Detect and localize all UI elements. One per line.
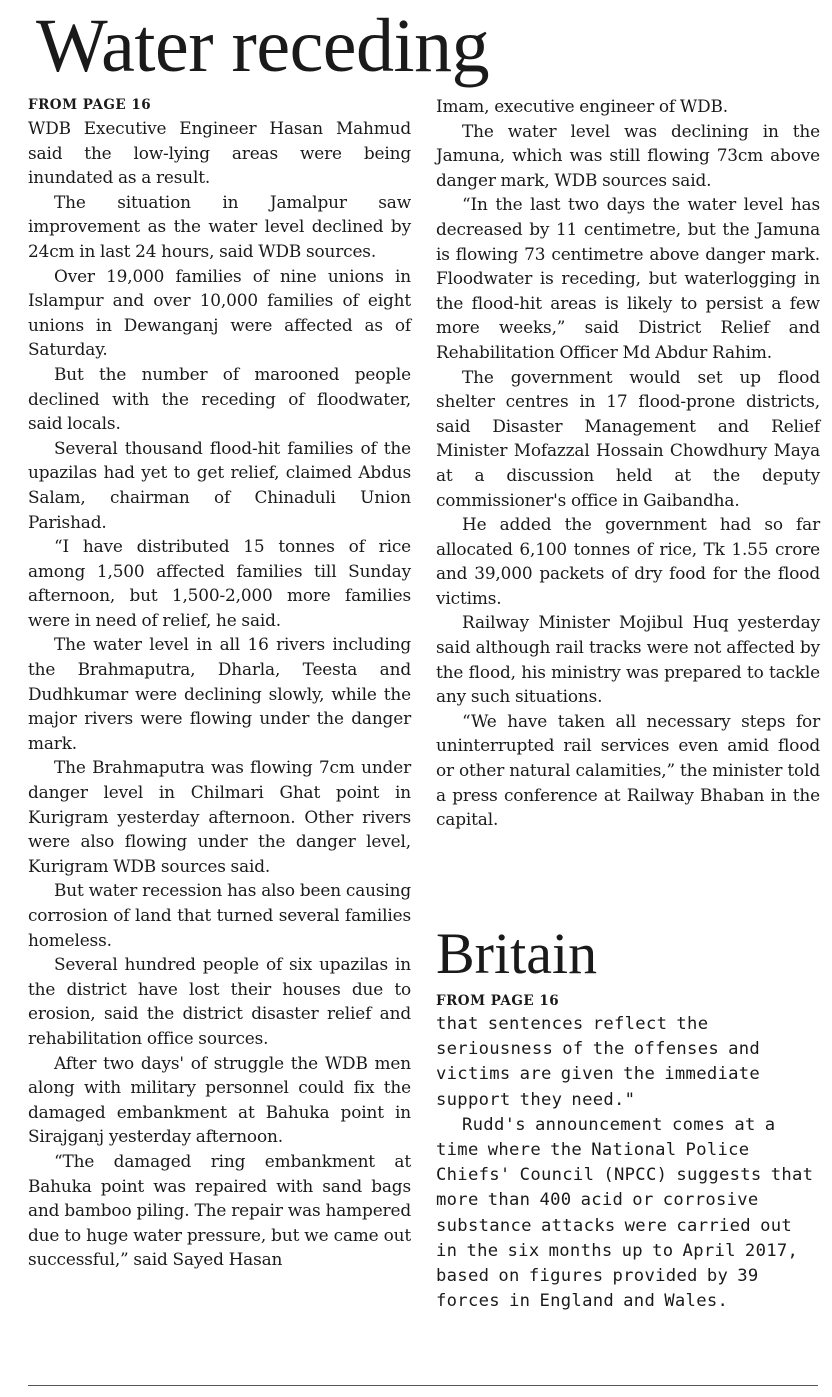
paragraph: The water level in all 16 rivers including the Brahmaputra, Dharla, Teesta and Dudhkumar were declining slowly, while the major rivers were flowing under the danger mark. xyxy=(28,634,411,753)
paragraph: He added the government had so far allocated 6,100 tonnes of rice, Tk 1.55 crore and 39,000 packets of dry food for the flood victims. xyxy=(436,514,820,608)
paragraph: The situation in Jamalpur saw improvement as the water level declined by 24cm in last 24 hours, said WDB sources. xyxy=(28,191,411,261)
paragraph: that sentences reflect the seriousness of the offenses and victims are given the immediate support they need." xyxy=(436,1014,761,1110)
bottom-divider xyxy=(28,1385,818,1386)
paragraph: “In the last two days the water level has decreased by 11 centimetre, but the Jamuna is flowing 73 centimetre above danger mark. Floodwater is receding, but waterlogging in the flood-hit areas is likely to persist a few more weeks,” said District Relief and Rehabilitation Officer Md Abdur Rahim. xyxy=(436,194,820,362)
paragraph: Several thousand flood-hit families of the upazilas had yet to get relief, claimed Abdus Salam, chairman of Chinaduli Union Parishad. xyxy=(28,437,411,532)
paragraph: Railway Minister Mojibul Huq yesterday said although rail tracks were not affected by the flood, his ministry was prepared to tackle any such situations. xyxy=(436,612,820,707)
paragraph: “The damaged ring embankment at Bahuka point was repaired with sand bags and bamboo piling. The repair was hampered due to huge water pressure, but we came out successful,” said Sayed Hasan xyxy=(28,1150,411,1270)
paragraph: The Brahmaputra was flowing 7cm under danger level in Chilmari Ghat point in Kurigram yesterday afternoon. Other rivers were also flowing under the danger level, Kurigram WDB sources said. xyxy=(28,757,411,876)
headline: Water receding xyxy=(36,4,490,88)
paragraph: The water level was declining in the Jamuna, which was still flowing 73cm above danger mark, WDB sources said. xyxy=(436,120,820,190)
continuation-line: Imam, executive engineer of WDB. xyxy=(436,96,728,116)
right-column xyxy=(436,94,820,832)
britain-article xyxy=(436,922,820,1314)
paragraph: The government would set up flood shelter centres in 17 flood-prone districts, said Disaster Management and Relief Minister Mofazzal Hossain Chowdhury Maya at a discussion held at the deputy commissioner's office in Gaibandha. xyxy=(436,366,820,510)
paragraph: “I have distributed 15 tonnes of rice among 1,500 affected families till Sunday afternoon, but 1,500-2,000 more families were in need of relief, he said. xyxy=(28,536,411,630)
britain-headline: Britain xyxy=(436,921,598,986)
from-page-label: FROM PAGE 16 xyxy=(436,993,560,1009)
paragraph: WDB Executive Engineer Hasan Mahmud said the low-lying areas were being inundated as a result. xyxy=(28,118,411,188)
paragraph: But water recession has also been causing corrosion of land that turned several families homeless. xyxy=(28,880,411,950)
left-column xyxy=(28,94,411,1272)
paragraph: But the number of marooned people declined with the receding of floodwater, said locals. xyxy=(28,363,411,434)
paragraph: Rudd's announcement comes at a time where the National Police Chiefs' Council (NPCC) suggests that more than 400 acid or corrosive substance attacks were carried out in the six months up to April 2017, based on figures provided by 39 forces in England and Wales. xyxy=(436,1114,814,1312)
paragraph: Several hundred people of six upazilas in the district have lost their houses due to erosion, said the district disaster relief and rehabilitation office sources. xyxy=(28,954,411,1048)
paragraph: After two days' of struggle the WDB men along with military personnel could fix the damaged embankment at Bahuka point in Sirajganj yesterday afternoon. xyxy=(28,1052,411,1147)
from-page-label: FROM PAGE 16 xyxy=(28,97,152,113)
paragraph: “We have taken all necessary steps for uninterrupted rail services even amid flood or other natural calamities,” the minister told a press conference at Railway Bhaban in the capital. xyxy=(436,710,820,830)
paragraph: Over 19,000 families of nine unions in Islampur and over 10,000 families of eight unions in Dewanganj were affected as of Saturday. xyxy=(28,265,411,360)
